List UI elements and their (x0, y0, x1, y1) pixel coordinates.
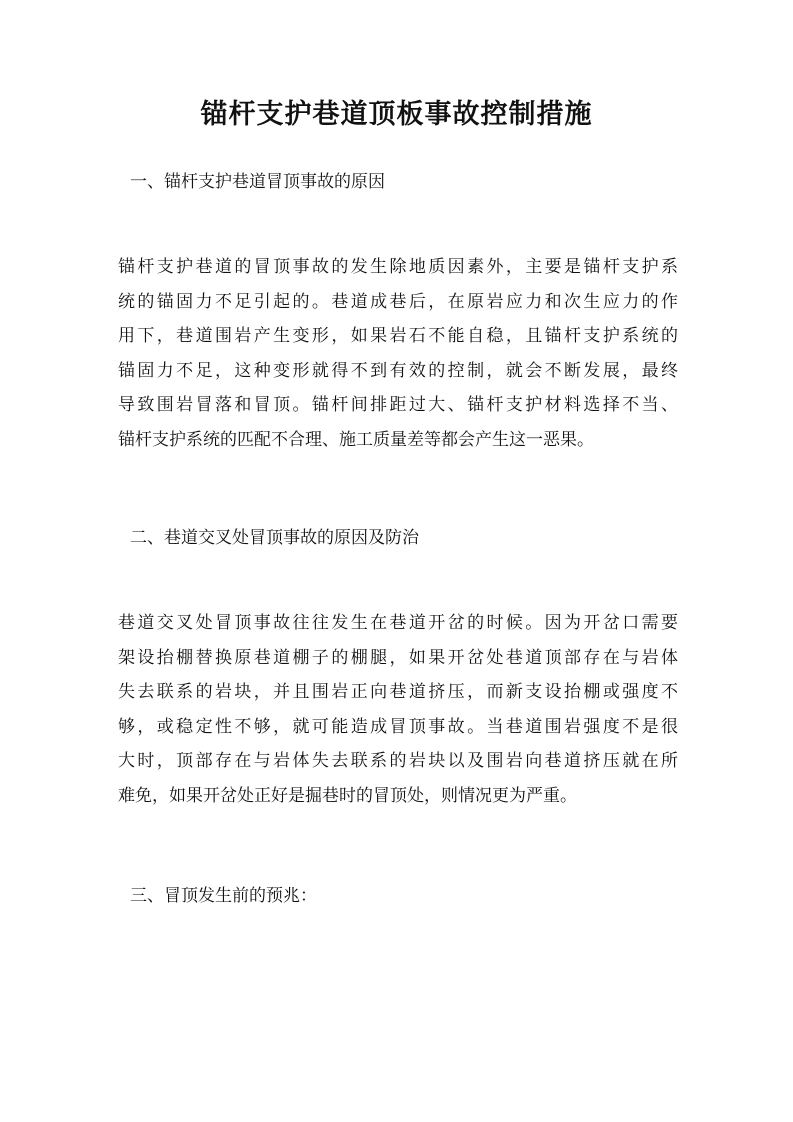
paragraph-line: 用下，巷道围岩产生变形，如果岩石不能自稳，且锚杆支护系统的 (118, 326, 678, 346)
paragraph-line: 难免，如果开岔处正好是掘巷时的冒顶处，则情况更为严重。 (118, 785, 577, 806)
section-3-heading: 三、冒顶发生前的预兆： (130, 886, 317, 906)
section-1-paragraph (118, 250, 678, 457)
paragraph-line: 锚杆支护巷道的冒顶事故的发生除地质因素外，主要是锚杆支护系 (118, 257, 678, 277)
paragraph-line: 巷道交叉处冒顶事故往往发生在巷道开岔的时候。因为开岔口需要 (118, 613, 678, 633)
paragraph-line: 架设抬棚替换原巷道棚子的棚腿，如果开岔处巷道顶部存在与岩体 (118, 647, 678, 668)
section-1-heading: 一、锚杆支护巷道冒顶事故的原因 (130, 172, 385, 192)
section-2-heading: 二、巷道交叉处冒顶事故的原因及防治 (130, 528, 419, 548)
paragraph-line: 够，或稳定性不够，就可能造成冒顶事故。当巷道围岩强度不是很 (118, 716, 678, 737)
paragraph-line: 锚杆支护系统的匹配不合理、施工质量差等都会产生这一恶果。 (118, 429, 594, 450)
paragraph-line: 导致围岩冒落和冒顶。锚杆间排距过大、锚杆支护材料选择不当、 (118, 395, 678, 415)
paragraph-line: 统的锚固力不足引起的。巷道成巷后，在原岩应力和次生应力的作 (118, 291, 678, 312)
paragraph-line: 失去联系的岩块，并且围岩正向巷道挤压，而新支设抬棚或强度不 (118, 682, 678, 702)
paragraph-line: 锚固力不足，这种变形就得不到有效的控制，就会不断发展，最终 (118, 360, 678, 381)
section-2-paragraph (118, 606, 678, 813)
document-title: 锚杆支护巷道顶板事故控制措施 (200, 99, 593, 130)
paragraph-line: 大时，顶部存在与岩体失去联系的岩块以及围岩向巷道挤压就在所 (118, 751, 678, 771)
